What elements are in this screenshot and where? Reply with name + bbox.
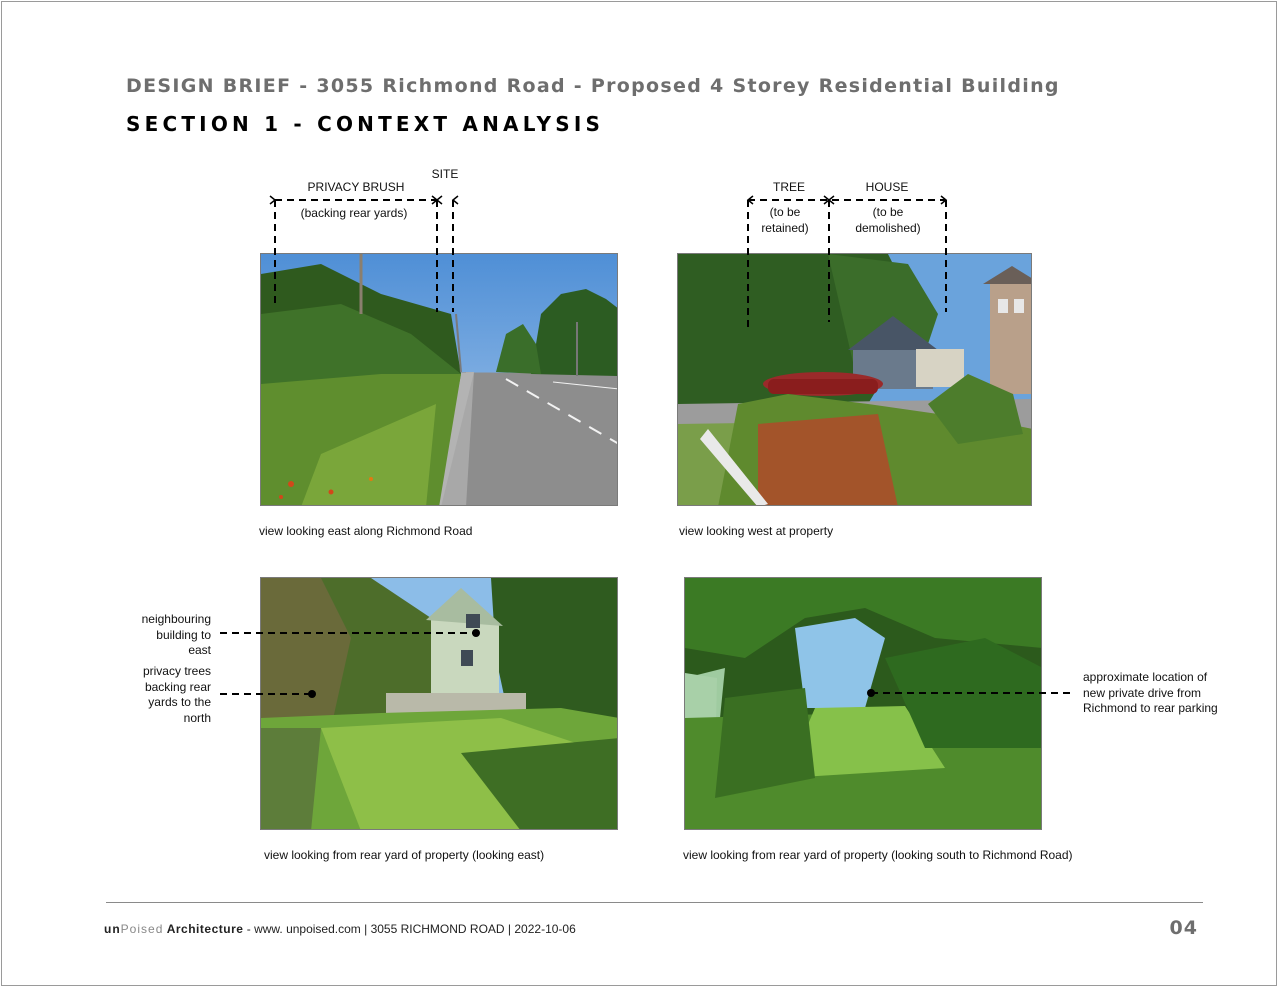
page-number: 04 bbox=[1169, 917, 1198, 939]
footer-brand-architecture: Architecture bbox=[166, 922, 244, 936]
footer-text bbox=[104, 922, 576, 936]
footer-divider bbox=[106, 902, 1203, 903]
label-privacy-brush-sub: (backing rear yards) bbox=[300, 206, 408, 220]
photo-rear-yard-south bbox=[684, 577, 1042, 830]
label-house: HOUSE bbox=[865, 180, 909, 194]
label-privacy-trees: privacy trees backing rear yards to the north bbox=[142, 664, 211, 725]
label-tree-sub: (to be retained) bbox=[761, 205, 809, 235]
caption-photo-4: view looking from rear yard of property (looking south to Richmond Road) bbox=[683, 848, 1073, 862]
label-house-sub: (to be demolished) bbox=[855, 205, 921, 235]
footer-brand-poised: Poised bbox=[120, 922, 164, 936]
caption-photo-2: view looking west at property bbox=[679, 524, 834, 538]
photo-property-west bbox=[677, 253, 1032, 506]
photo-richmond-road-east bbox=[260, 253, 618, 506]
footer-brand-un: un bbox=[104, 922, 121, 936]
page-frame bbox=[1, 1, 1277, 986]
section-heading: SECTION 1 - CONTEXT ANALYSIS bbox=[126, 112, 605, 136]
label-site: SITE bbox=[431, 167, 459, 181]
label-private-drive: approximate location of new private drive from Richmond to rear parking bbox=[1083, 670, 1218, 715]
photo-rear-yard-east bbox=[260, 577, 618, 830]
label-privacy-brush: PRIVACY BRUSH bbox=[307, 180, 405, 194]
caption-photo-1: view looking east along Richmond Road bbox=[259, 524, 473, 538]
page-title: DESIGN BRIEF - 3055 Richmond Road - Proposed 4 Storey Residential Building bbox=[126, 75, 1060, 97]
label-tree: TREE bbox=[772, 180, 806, 194]
label-neighbouring-building: neighbouring building to east bbox=[141, 612, 211, 657]
footer-details: - www. unpoised.com | 3055 RICHMOND ROAD | 2022-10-06 bbox=[243, 922, 576, 936]
caption-photo-3: view looking from rear yard of property (looking east) bbox=[264, 848, 545, 862]
